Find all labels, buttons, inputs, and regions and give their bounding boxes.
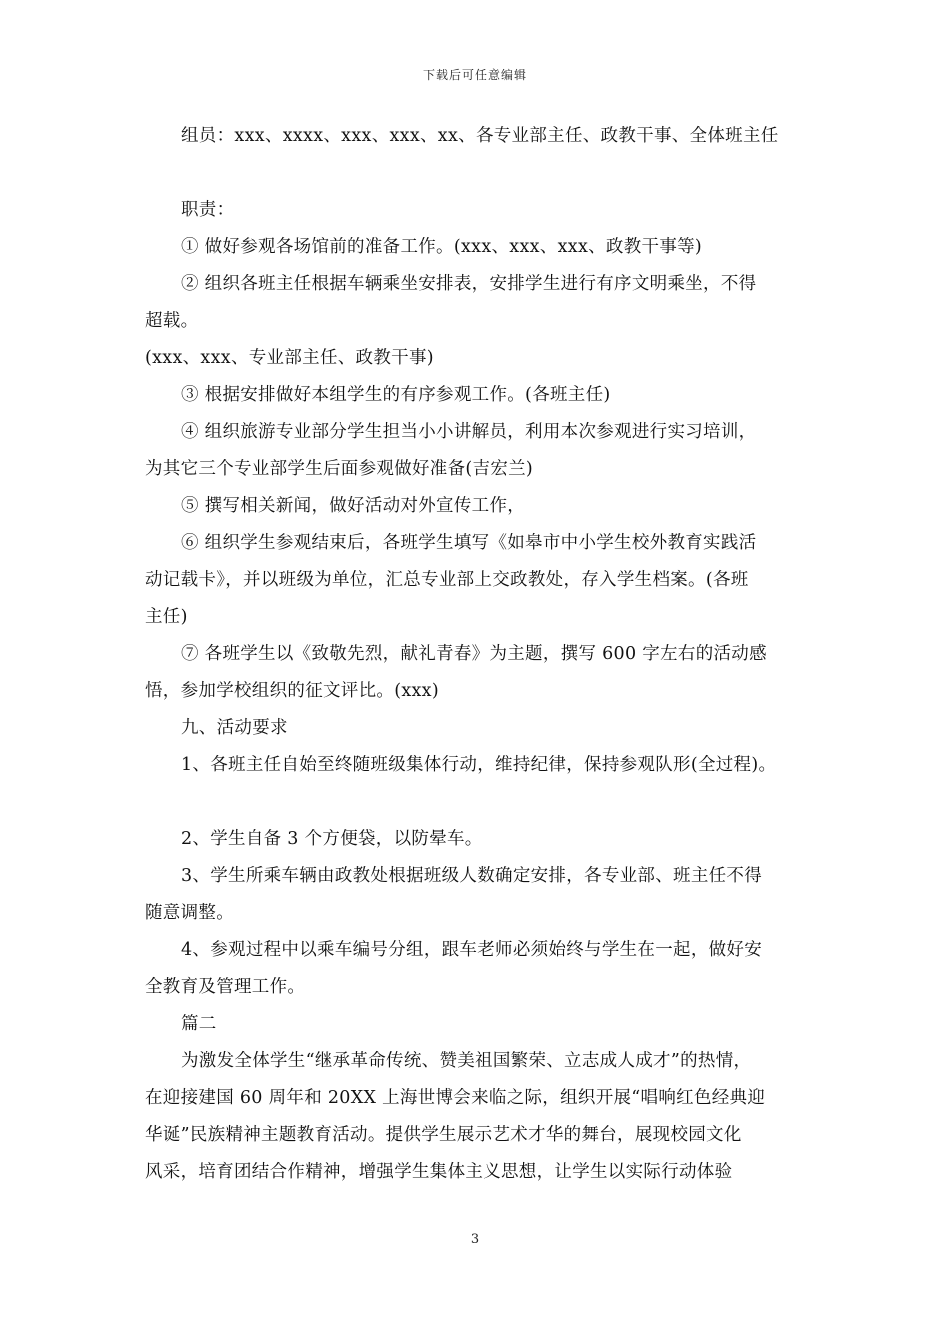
part-2-paragraph-cont: 在迎接建国 60 周年和 20XX 上海世博会来临之际，组织开展“唱响红色经典迎 — [145, 1088, 766, 1108]
part-2-paragraph-cont3: 风采，培育团结合作精神，增强学生集体主义思想，让学生以实际行动体验 — [145, 1162, 733, 1182]
section-9-heading: 九、活动要求 — [181, 718, 288, 738]
duty-item-6-cont: 动记载卡》，并以班级为单位，汇总专业部上交政教处，存入学生档案。(各班 — [145, 570, 749, 590]
duty-item-7: ⑦ 各班学生以《致敬先烈，献礼青春》为主题，撰写 600 字左右的活动感 — [181, 644, 767, 664]
duty-item-1: ① 做好参观各场馆前的准备工作。(xxx、xxx、xxx、政教干事等) — [181, 237, 703, 257]
requirement-2: 2、学生自备 3 个方便袋，以防晕车。 — [181, 829, 483, 849]
page-header: 下载后可任意编辑 — [422, 68, 527, 82]
duty-item-5: ⑤ 撰写相关新闻，做好活动对外宣传工作， — [181, 496, 526, 516]
duty-item-4-cont: 为其它三个专业部学生后面参观做好准备(吉宏兰) — [145, 459, 534, 479]
members-line: 组员：xxx、xxxx、xxx、xxx、xx、各专业部主任、政教干事、全体班主任 — [181, 126, 779, 146]
duty-item-2-owner: (xxx、xxx、专业部主任、政教干事) — [145, 348, 434, 368]
duty-item-6-cont2: 主任) — [145, 607, 188, 627]
duty-item-7-cont: 悟，参加学校组织的征文评比。(xxx) — [145, 681, 439, 701]
requirement-3: 3、学生所乘车辆由政教处根据班级人数确定安排，各专业部、班主任不得 — [181, 866, 763, 886]
requirement-1: 1、各班主任自始至终随班级集体行动，维持纪律，保持参观队形(全过程)。 — [181, 755, 777, 775]
duty-item-2-cont: 超载。 — [145, 311, 199, 331]
blank-line — [145, 155, 815, 192]
page-number: 3 — [470, 1232, 480, 1247]
requirement-3-cont: 随意调整。 — [145, 903, 234, 923]
part-2-paragraph: 为激发全体学生“继承革命传统、赞美祖国繁荣、立志成人成才”的热情， — [181, 1051, 752, 1071]
part-2-paragraph-cont2: 华诞”民族精神主题教育活动。提供学生展示艺术才华的舞台，展现校园文化 — [145, 1125, 742, 1145]
requirement-4-cont: 全教育及管理工作。 — [145, 977, 306, 997]
duties-heading: 职责： — [181, 200, 235, 220]
requirement-4: 4、参观过程中以乘车编号分组，跟车老师必须始终与学生在一起，做好安 — [181, 940, 763, 960]
document-body — [145, 118, 815, 1191]
duty-item-6: ⑥ 组织学生参观结束后，各班学生填写《如皋市中小学生校外教育实践活 — [181, 533, 757, 553]
blank-line — [145, 784, 815, 821]
duty-item-2: ② 组织各班主任根据车辆乘坐安排表，安排学生进行有序文明乘坐，不得 — [181, 274, 757, 294]
duty-item-4: ④ 组织旅游专业部分学生担当小小讲解员，利用本次参观进行实习培训， — [181, 422, 757, 442]
part-2-heading: 篇二 — [181, 1014, 217, 1034]
duty-item-3: ③ 根据安排做好本组学生的有序参观工作。(各班主任) — [181, 385, 611, 405]
